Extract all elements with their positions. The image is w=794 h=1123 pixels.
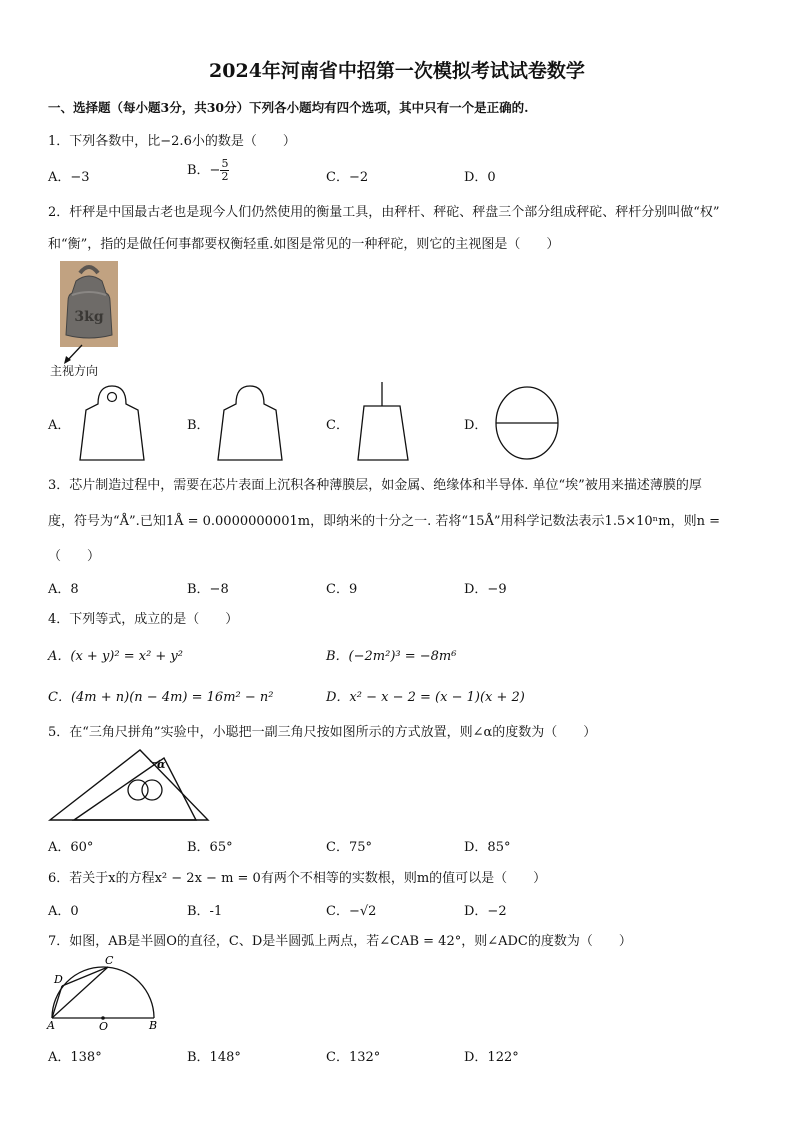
q7-option-c[interactable]: C．132° [326,1050,381,1065]
q4-option-c[interactable]: C．(4m + n)(n − 4m) = 16m² − n² [48,690,274,705]
q6-option-a[interactable]: A．0 [48,904,79,919]
q5-stem: 5．在“三角尺拼角”实验中，小聪把一副三角尺按如图所示的方式放置，则∠α的度数为（ ） [48,725,597,740]
q6-option-d[interactable]: D．−2 [464,904,507,919]
q2-option-b-figure[interactable] [216,382,284,462]
fraction [220,158,229,183]
q3-stem-line2: 度，符号为“Å”.已知1Å = 0.0000000001m，即纳米的十分之一. 若将“15Å”用科学记数法表示1.5×10ⁿm，则n = [48,514,721,529]
q4-stem: 4．下列等式，成立的是（ ） [48,612,239,627]
q5-option-b[interactable]: B．65° [187,840,233,855]
q7-option-d[interactable]: D．122° [464,1050,519,1065]
q5-option-a[interactable]: A．60° [48,840,94,855]
q3-stem-line1: 3．芯片制造过程中，需要在芯片表面上沉积各种薄膜层，如金属、绝缘体和半导体. 单位“埃”被用来描述薄膜的厚 [48,478,702,493]
q2-option-d-figure[interactable] [493,384,561,462]
point-o-label: O [99,1020,109,1032]
fraction-numerator: 5 [221,157,229,170]
point-a-label: A [47,1019,55,1032]
q6-stem: 6．若关于x的方程x² − 2x − m = 0有两个不相等的实数根，则m的值可以是（ ） [48,871,547,886]
q3-stem-line3: （ ） [48,549,101,564]
q2-option-a-figure[interactable] [78,382,146,462]
q1-option-c[interactable]: C．−2 [326,170,369,185]
weight-photo-label: 3kg [74,309,104,325]
point-b-label: B [149,1019,158,1032]
page-title: 2024年河南省中招第一次模拟考试试卷数学 [209,60,585,82]
q5-option-c[interactable]: C．75° [326,840,372,855]
alpha-label: α [157,758,166,771]
q2-option-d[interactable]: D． [464,418,488,433]
q7-stem: 7．如图，AB是半圆O的直径，C、D是半圆弧上两点，若∠CAB = 42°，则∠ADC的度数为（ ） [48,934,632,949]
point-c-label: C [105,954,114,967]
q2-option-c-figure[interactable] [354,380,414,464]
q4-option-b[interactable]: B．(−2m²)³ = −8m⁶ [326,649,457,664]
q2-option-c[interactable]: C． [326,418,349,433]
q1-stem: 1．下列各数中，比−2.6小的数是（ ） [48,134,296,149]
q7-figure [44,952,164,1032]
q7-option-a[interactable]: A．138° [48,1050,102,1065]
q4-option-a[interactable]: A．(x + y)² = x² + y² [48,649,183,664]
fraction-denominator: 2 [221,170,229,183]
q2-stem-line2: 和“衡”，指的是做任何事都要权衡轻重.如图是常见的一种秤砣，则它的主视图是（ ） [48,237,560,252]
q5-figure [46,746,210,824]
q2-option-b[interactable]: B． [187,418,210,433]
q3-option-c[interactable]: C．9 [326,582,358,597]
q1-option-a[interactable]: A．−3 [48,170,90,185]
q1-option-b[interactable] [187,158,229,183]
q6-option-b[interactable]: B．-1 [187,904,223,919]
q3-option-b[interactable]: B．−8 [187,582,229,597]
point-d-label: D [54,973,63,986]
q7-option-b[interactable]: B．148° [187,1050,241,1065]
q1-option-d[interactable]: D．0 [464,170,496,185]
q3-option-d[interactable]: D．−9 [464,582,507,597]
q4-option-d[interactable]: D．x² − x − 2 = (x − 1)(x + 2) [326,690,525,705]
q1-option-b-prefix: B．− [187,163,221,178]
q2-stem-line1: 2．杆秤是中国最古老也是现今人们仍然使用的衡量工具，由秤杆、秤砣、秤盘三个部分组成秤砣、秤杆分别叫做“权” [48,205,720,220]
section-heading: 一、选择题（每小题3分，共30分）下列各小题均有四个选项，其中只有一个是正确的. [48,100,529,115]
q5-option-d[interactable]: D．85° [464,840,511,855]
q2-photo-caption: 主视方向 [50,364,99,378]
q2-option-a[interactable]: A． [48,418,71,433]
weight-photo [60,261,118,347]
q3-option-a[interactable]: A．8 [48,582,79,597]
q6-option-c[interactable]: C．−√2 [326,904,377,919]
